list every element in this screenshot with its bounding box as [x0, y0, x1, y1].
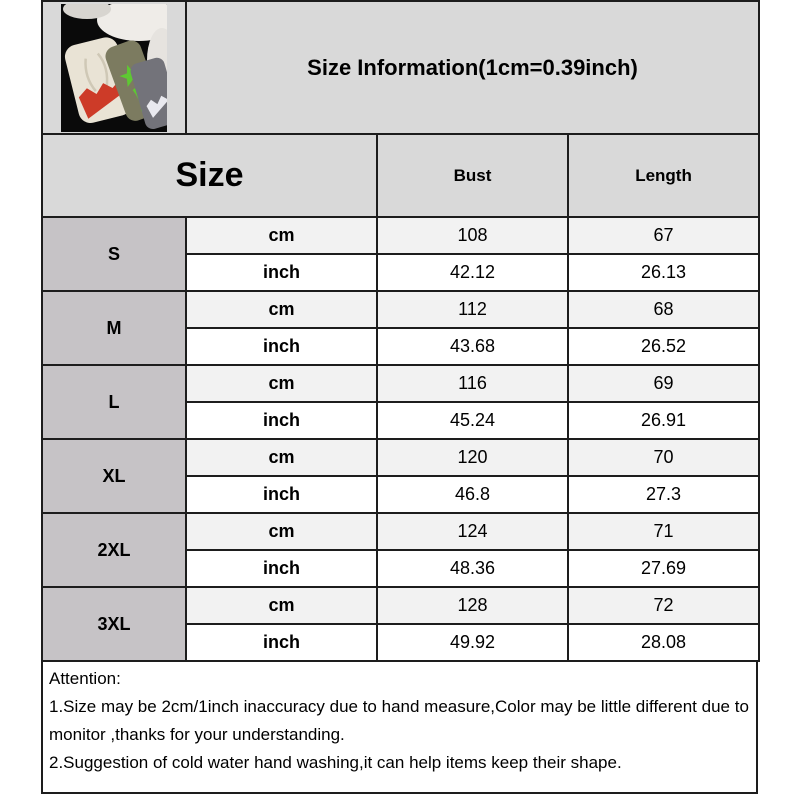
unit-label-inch: inch — [186, 624, 377, 661]
unit-label-cm: cm — [186, 291, 377, 328]
size-label-2xl: 2XL — [42, 513, 186, 587]
l-length-inch: 26.91 — [568, 402, 759, 439]
attention-note-1: 1.Size may be 2cm/1inch inaccuracy due to hand measure,Color may be little different due to monitor ,thanks for your understanding. — [49, 697, 749, 744]
3xl-bust-inch: 49.92 — [377, 624, 568, 661]
size-label-m: M — [42, 291, 186, 365]
attention-heading: Attention: — [49, 669, 121, 688]
2xl-bust-cm: 124 — [377, 513, 568, 550]
size-label-l: L — [42, 365, 186, 439]
size-chart-sheet — [41, 0, 758, 794]
3xl-length-cm: 72 — [568, 587, 759, 624]
size-label-xl: XL — [42, 439, 186, 513]
l-bust-cm: 116 — [377, 365, 568, 402]
size-label-s: S — [42, 217, 186, 291]
xl-bust-inch: 46.8 — [377, 476, 568, 513]
unit-label-inch: inch — [186, 550, 377, 587]
size-label-3xl: 3XL — [42, 587, 186, 661]
m-length-cm: 68 — [568, 291, 759, 328]
s-bust-inch: 42.12 — [377, 254, 568, 291]
product-photo-frame — [43, 3, 185, 132]
m-length-inch: 26.52 — [568, 328, 759, 365]
2xl-bust-inch: 48.36 — [377, 550, 568, 587]
unit-label-inch: inch — [186, 254, 377, 291]
unit-label-inch: inch — [186, 402, 377, 439]
product-photo-hoodies-icon — [61, 4, 167, 132]
product-image-cell — [42, 1, 186, 134]
page-title: Size Information(1cm=0.39inch) — [186, 1, 759, 134]
unit-label-inch: inch — [186, 476, 377, 513]
unit-label-cm: cm — [186, 439, 377, 476]
size-column-header: Size — [42, 134, 377, 217]
xl-bust-cm: 120 — [377, 439, 568, 476]
3xl-length-inch: 28.08 — [568, 624, 759, 661]
2xl-length-cm: 71 — [568, 513, 759, 550]
column-header-length: Length — [568, 134, 759, 217]
unit-label-inch: inch — [186, 328, 377, 365]
l-length-cm: 69 — [568, 365, 759, 402]
m-bust-cm: 112 — [377, 291, 568, 328]
unit-label-cm: cm — [186, 365, 377, 402]
size-table — [41, 0, 760, 662]
column-header-bust: Bust — [377, 134, 568, 217]
s-bust-cm: 108 — [377, 217, 568, 254]
attention-note — [41, 660, 758, 794]
m-bust-inch: 43.68 — [377, 328, 568, 365]
l-bust-inch: 45.24 — [377, 402, 568, 439]
unit-label-cm: cm — [186, 217, 377, 254]
s-length-cm: 67 — [568, 217, 759, 254]
attention-note-2: 2.Suggestion of cold water hand washing,it can help items keep their shape. — [49, 753, 622, 772]
unit-label-cm: cm — [186, 513, 377, 550]
unit-label-cm: cm — [186, 587, 377, 624]
xl-length-cm: 70 — [568, 439, 759, 476]
2xl-length-inch: 27.69 — [568, 550, 759, 587]
xl-length-inch: 27.3 — [568, 476, 759, 513]
s-length-inch: 26.13 — [568, 254, 759, 291]
3xl-bust-cm: 128 — [377, 587, 568, 624]
